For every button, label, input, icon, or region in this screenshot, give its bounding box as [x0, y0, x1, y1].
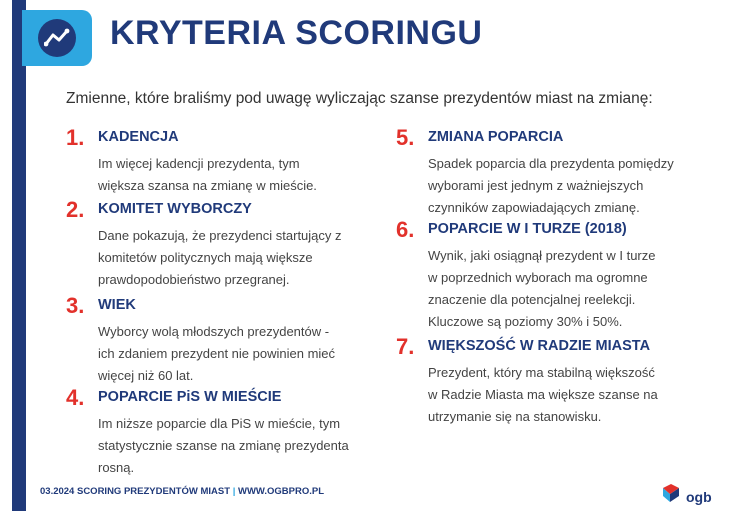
footer-separator: | [232, 486, 236, 497]
description-line: wyborami jest jednym z ważniejszych [428, 178, 644, 193]
criterion-description [428, 245, 655, 333]
description-line: Wynik, jaki osiągnął prezydent w I turze [428, 248, 656, 263]
criterion-3 [66, 293, 386, 383]
footer [40, 486, 324, 497]
criterion-title: WIEK [98, 297, 136, 313]
description-line: w Radzie Miasta ma większe szanse na [428, 387, 658, 402]
brand-logo [660, 484, 712, 509]
description-line: rosną. [98, 460, 135, 475]
criterion-description [428, 362, 658, 428]
description-line: Kluczowe są poziomy 30% i 50%. [428, 314, 623, 329]
description-line: Prezydent, który ma stabilną większość [428, 365, 655, 380]
description-line: prawdopodobieństwo przegranej. [98, 272, 290, 287]
description-line: Spadek poparcia dla prezydenta pomiędzy [428, 156, 674, 171]
footer-label: 03.2024 SCORING PREZYDENTÓW MIAST [40, 486, 231, 497]
description-line: ich zdaniem prezydent nie powinien mieć [98, 346, 336, 361]
description-line: Im niższe poparcie dla PiS w mieście, tym [98, 416, 341, 431]
description-line: znaczenie dla potencjalnej reelekcji. [428, 292, 636, 307]
description-line: utrzymanie się na stanowisku. [428, 409, 602, 424]
criterion-description [98, 153, 317, 197]
criterion-title: WIĘKSZOŚĆ W RADZIE MIASTA [428, 338, 651, 354]
description-line: Wyborcy wolą młodszych prezydentów - [98, 324, 330, 339]
criterion-4 [66, 385, 386, 475]
brand-name: ogb [686, 488, 712, 505]
description-line: Im więcej kadencji prezydenta, tym [98, 156, 300, 171]
criterion-7 [396, 334, 716, 424]
description-line: Dane pokazują, że prezydenci startujący z [98, 228, 342, 243]
description-line: komitetów politycznych mają większe [98, 250, 313, 265]
ogb-logo-icon [660, 484, 682, 509]
criterion-title: POPARCIE W I TURZE (2018) [428, 221, 627, 237]
criterion-number: 7. [396, 334, 415, 359]
description-line: statystycznie szanse na zmianę prezydenta [98, 438, 349, 453]
criterion-5 [396, 125, 716, 215]
logo-tile [22, 10, 92, 66]
description-line: czynników zapowiadających zmianę. [428, 200, 640, 215]
footer-url-link[interactable]: WWW.OGBPRO.PL [238, 486, 325, 497]
left-accent-bar [12, 0, 26, 511]
criterion-number: 3. [66, 293, 85, 318]
criterion-description [98, 225, 342, 291]
criterion-number: 5. [396, 125, 415, 150]
criterion-title: KOMITET WYBORCZY [98, 201, 252, 217]
criterion-title: ZMIANA POPARCIA [428, 129, 564, 145]
criterion-title: KADENCJA [98, 129, 179, 145]
criterion-number: 4. [66, 385, 85, 410]
criterion-description [98, 413, 349, 479]
criterion-title: POPARCIE PiS W MIEŚCIE [98, 389, 282, 405]
criterion-2 [66, 197, 386, 287]
page-title: KRYTERIA SCORINGU [110, 14, 483, 52]
description-line: w poprzednich wyborach ma ogromne [428, 270, 648, 285]
criterion-description [98, 321, 335, 387]
description-line: więcej niż 60 lat. [98, 368, 194, 383]
description-line: większa szansa na zmianę w mieście. [98, 178, 317, 193]
criterion-1 [66, 125, 386, 193]
trend-line-icon [38, 19, 76, 57]
criterion-number: 6. [396, 217, 415, 242]
intro-text: Zmienne, które braliśmy pod uwagę wyliczając szanse prezydentów miast na zmianę: [66, 90, 653, 107]
criterion-number: 1. [66, 125, 85, 150]
criterion-description [428, 153, 674, 219]
criterion-number: 2. [66, 197, 85, 222]
criterion-6 [396, 217, 716, 329]
